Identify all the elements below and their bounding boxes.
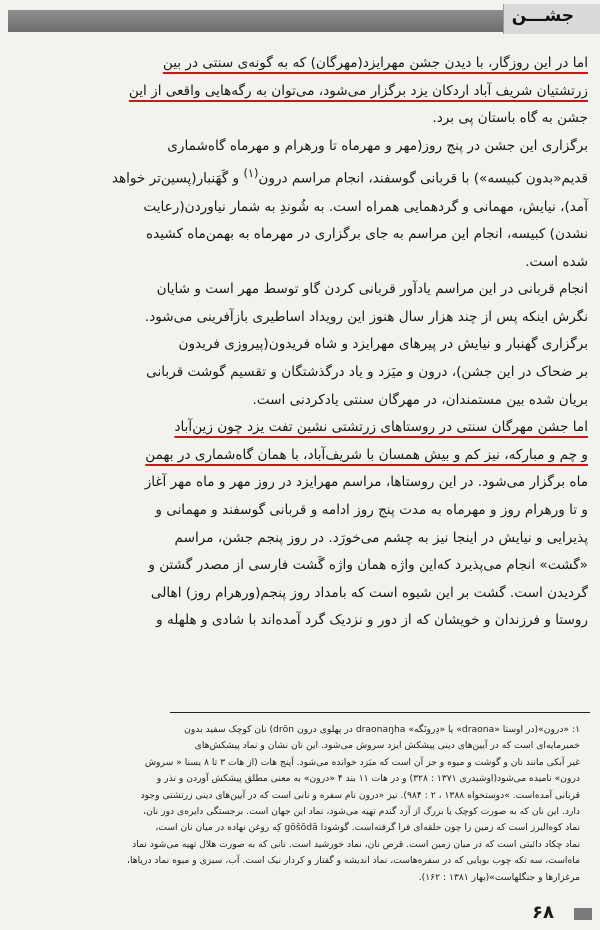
footnote-line: دارد. این نان که به صورت کوچک یا بزرگ از آرد گندم تهیه می‌شود، نماد این جهان است. برجستگی دایره‌ی دور نان، bbox=[143, 806, 580, 818]
text-line: برگزاری گهنبار و نیایش در پیرهای مهرایزد و شاه فریدون(پیروزی فریدون bbox=[178, 336, 588, 353]
highlighted-line: اما در این روزگار، با دیدن جشن مهرایزد(مهرگان) که به گونه‌ی سنتی در بین bbox=[162, 55, 588, 71]
text-line: و تا ورهرام روز و مهرماه به مدت پنج روز ادامه و قربانی گوسفند و مهمانی و bbox=[155, 502, 588, 519]
text-line: بریان شده بین مستمندان، در مهرگان سنتی یادکردنی است. bbox=[252, 391, 588, 408]
highlighted-line: و چم و مبارکه، نیز کم و بیش همسان با شریف‌آباد، با همان گاه‌شماری در بهمن bbox=[145, 446, 588, 463]
footnote-line: ماه‌است، سه تکه چوب بوبایی که در سفره‌هاست، نماد اندیشه و گفتار و کردار نیک است. آب، سبزی و میوه نماد دریاها، bbox=[126, 855, 580, 867]
paragraph-3 bbox=[22, 276, 588, 414]
paragraph-4 bbox=[22, 414, 588, 635]
text-line: انجام قربانی در این مراسم یادآور قربانی کردن گاو توسط مهر است و شایان bbox=[156, 281, 588, 298]
text-line: شده است. bbox=[525, 253, 588, 270]
page-corner-mark bbox=[574, 908, 592, 920]
chapter-title: جشـــن bbox=[511, 6, 574, 26]
text-line: و گَهَنبار(پسین‌تر خواهد bbox=[111, 170, 244, 187]
highlighted-line: اما جشن مهرگان سنتی در روستاهای زرتشتی نشین تفت یزد چون زین‌آباد bbox=[174, 419, 588, 436]
text-line: برگزاری این جشن در پنج روز(مهر و مهرماه تا ورهرام و مهرماه گاه‌شماری bbox=[167, 137, 588, 154]
text-line: قدیم«بدون کبیسه») با قربانی گوسفند، انجام مراسم درون bbox=[258, 170, 588, 187]
paragraph-1 bbox=[22, 50, 588, 133]
footnote-line: قربانی آمده‌است. »دوستخواه ۱۳۸۸ ، ۲ : ۹۸۴). نیز «درون نام سفره و نانی است که در آیین‌های دینی زرتشتی وجود bbox=[140, 789, 580, 801]
text-line: روستا و فرزندان و خویشان که از دور و نزدیک گرد آمده‌اند با شادی و هلهله و bbox=[156, 612, 588, 629]
text-line: جشن به گاه باستان پی برد. bbox=[432, 110, 588, 127]
text-line: نشدن) کبیسه، انجام این مراسم به جای برگزاری در مهرماه به بهمن‌ماه کشیده bbox=[146, 226, 588, 243]
footnote-ref: (۱) bbox=[243, 166, 259, 181]
footnote-line: مرغزارها و جنگلهاست»(بهار ۱۳۸۱ : ۱۶۲). bbox=[418, 871, 580, 883]
footnote-line: نماد چکاد دائیتی است که در میان زمین است. قرص نان، نماد خورشید است. نانی که به صورت هلال تهیه می‌شود نماد bbox=[132, 838, 580, 850]
text-line: آمد)، نیایش، مهمانی و گردهمایی همراه است. به شُوندِ به شمار نیاوردن(رعایت bbox=[143, 198, 588, 215]
text-line: بر ضحاک در این جشن)، درون و میَزد و یاد درگذشتگان و تقسیم گوشت قربانی bbox=[146, 364, 588, 381]
page-number: ۶۸ bbox=[532, 902, 554, 923]
footnote-line: ۱: «درون»(در اوستا «draona» یا «دِرونَگه» draonaŋha در پهلوی درون drōn) نان کوچک سفید بدون bbox=[184, 724, 580, 735]
text-line: ماه برگزار می‌شود. در این روستاها، مراسم مهرایزد در روز مهر و ماه مهر آغاز bbox=[144, 474, 588, 491]
text-line: گردیدن است. گشت بر این شیوه است که بامداد روز پنجم(ورهرام روز) اهالی bbox=[150, 584, 588, 601]
footnote-line: نماد کوه‌البرز است که زمین را چون حلقه‌ای فرا گرفته‌است. گوشودا gōšōdā کِه روغن نهاده در میان نان است، bbox=[155, 822, 580, 834]
chapter-header bbox=[0, 4, 600, 36]
footnote-divider bbox=[170, 712, 590, 713]
body-text bbox=[22, 50, 588, 635]
footnote bbox=[40, 722, 580, 886]
text-line: نگرش اینکه پس از چند هزار سال هنوز این رویداد اساطیری بازآفرینی می‌شود. bbox=[144, 308, 588, 325]
highlighted-line: زرتشتیان شریف آباد اردکان یزد برگزار می‌شود، می‌توان به رگه‌هایی واقعی از این bbox=[128, 82, 588, 99]
footnote-line: خمیرمایه‌ای است که در آیین‌های دینی پیشکش ایزد سروش می‌شود. این نان نشان و نماد پیشکش‌های bbox=[194, 740, 580, 752]
text-line: پذیرایی و نیایش در اینجا نیز به چشم می‌خورَد. در روز پنجم جشن، مراسم bbox=[174, 529, 588, 546]
text-line: «گشت» انجام می‌پذیرد که‌این واژه همان واژه گَشت فارسی از مصدر گشتن و bbox=[148, 557, 588, 574]
footnote-line: درون» نامیده می‌شود(اوشیدری ۱۳۷۱ : ۳۲۸) و در هات ۱۱ بند ۴ «درون» به معنی مطلق پیشکش آوردن و نذر و bbox=[156, 773, 580, 785]
footnote-line: غیر آبکی مانند نان و گوشت و میوه و جز آن است که میَزد خوانده می‌شود. اَپنج هات (از هات ۳ تا ۸ یسنا « سروش bbox=[144, 756, 580, 768]
paragraph-2 bbox=[22, 133, 588, 277]
